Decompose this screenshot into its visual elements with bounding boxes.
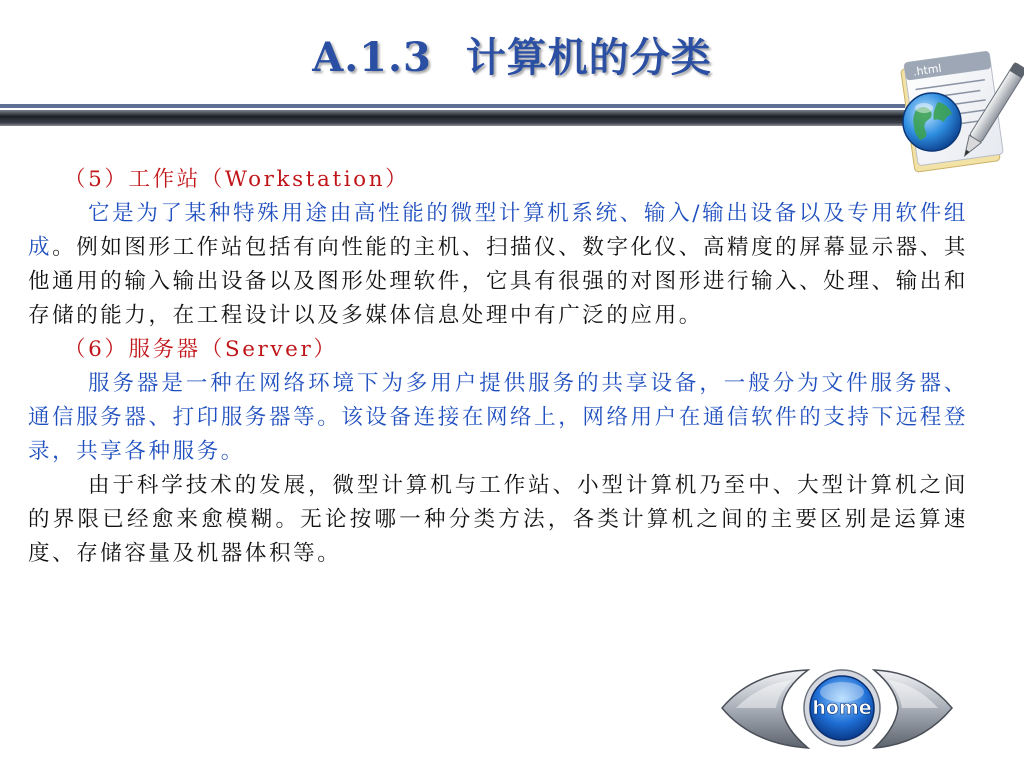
section-number: A.1.3: [312, 34, 432, 81]
html-document-icon: [896, 44, 1024, 174]
home-button[interactable]: [804, 670, 880, 746]
workstation-details: 。例如图形工作站包括有向性能的主机、扫描仪、数字化仪、高精度的屏幕显示器、其他通用的输入输出设备以及图形处理软件，它具有很强的对图形进行输入、处理、输出和存储的能力，在工程设计以及多媒体信息处理中有广泛的应用。: [28, 235, 968, 328]
summary-paragraph: 由于科学技术的发展，微型计算机与工作站、小型计算机乃至中、大型计算机之间的界限已经愈来愈模糊。无论按哪一种分类方法，各类计算机之间的主要区别是运算速度、存储容量及机器体积等。: [28, 473, 968, 566]
prev-button[interactable]: [722, 670, 808, 748]
navigation-bar: [712, 664, 962, 754]
title-text: 计算机的分类: [465, 34, 712, 81]
workstation-definition: 它是为了某种特殊用途由高性能的微型计算机系统、输入/输出设备以及专用软件组成: [28, 201, 968, 260]
workstation-heading: （5）工作站（Workstation）: [64, 167, 410, 192]
workstation-paragraph: [28, 197, 968, 333]
header-rule-thin: [0, 104, 905, 108]
globe-icon: [903, 93, 961, 151]
html-label: .html: [912, 61, 943, 79]
page-title: [0, 26, 1024, 83]
next-button[interactable]: [874, 670, 952, 748]
home-label: home: [812, 697, 872, 719]
chevron-right-icon: [874, 670, 952, 748]
content-body: [28, 163, 968, 571]
chevron-left-icon: [722, 670, 808, 748]
server-definition: 服务器是一种在网络环境下为多用户提供服务的共享设备，一般分为文件服务器、通信服务器、打印服务器等。该设备连接在网络上，网络用户在通信软件的支持下远程登录，共享各种服务。: [28, 371, 968, 464]
header-rule-bar: [0, 110, 905, 126]
server-heading: （6）服务器（Server）: [64, 337, 338, 362]
